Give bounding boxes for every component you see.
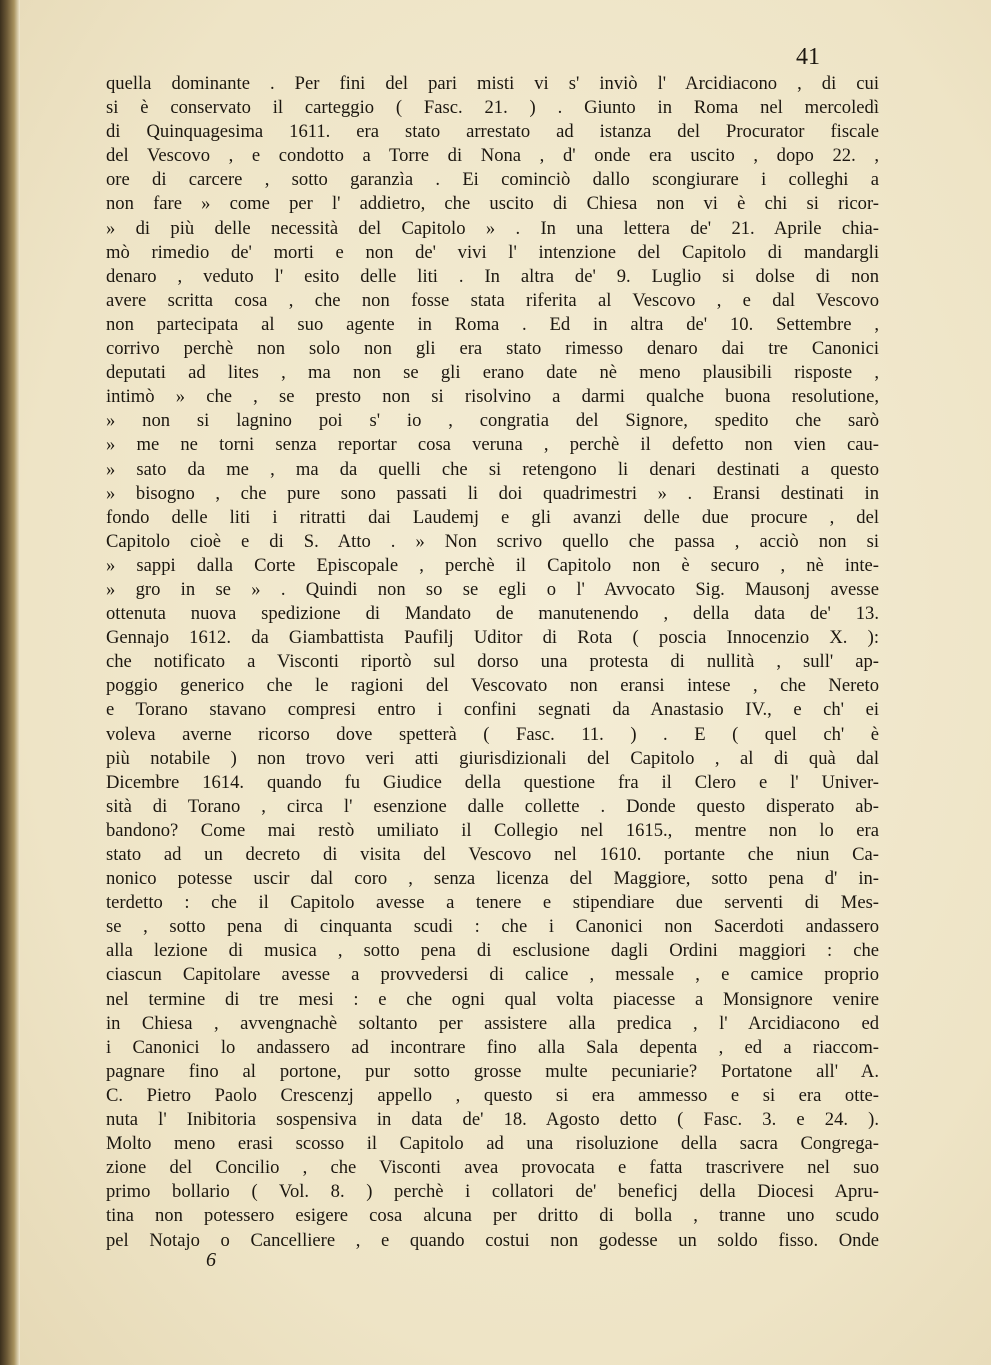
text-line: primo bollario ( Vol. 8. ) perchè i collatori de' beneficj della Diocesi Apru- [106,1181,879,1203]
text-line: terdetto : che il Capitolo avesse a tenere e stipendiare due serventi di Mes- [106,892,879,914]
text-line: nonico potesse uscir dal coro , senza licenza del Maggiore, sotto pena d' in- [106,868,879,890]
text-line: Molto meno erasi scosso il Capitolo ad una risoluzione della sacra Congrega- [106,1133,879,1155]
text-line: mò rimedio de' morti e non de' vivi l' intenzione del Capitolo di mandargli [106,241,879,263]
text-line: quella dominante . Per fini del pari misti vi s' inviò l' Arcidiacono , di cui [106,73,879,94]
text-line: ottenuta nuova spedizione di Mandato de manutenendo , della data de' 13. [106,603,879,625]
text-line: » sato da me , ma da quelli che si retengono li denari destinati a questo [106,458,879,480]
text-line: ciascun Capitolare avesse a provvedersi di calice , messale , e camice proprio [106,964,879,986]
text-line: alla lezione di musica , sotto pena di esclusione dagli Ordini maggiori : che [106,940,879,962]
text-line: intimò » che , se presto non si risolvino a darmi qualche buona resolutione, [106,386,879,408]
text-line: pel Notajo o Cancelliere , e quando costui non godesse un soldo fisso. Onde [106,1229,879,1251]
text-line: » non si lagnino poi s' io , congratia del Signore, spedito che sarò [106,410,879,432]
book-spine-shadow [0,0,20,1365]
text-line: pagnare fino al portone, pur sotto grosse multe pecuniarie? Portatone all' A. [106,1060,879,1082]
text-line: corrivo perchè non solo non gli era stato rimesso denaro dai tre Canonici [106,338,879,360]
text-line: tina non potessero esigere cosa alcuna per dritto di bolla , tranne uno scudo [106,1205,879,1227]
text-line: e Torano stavano compresi entro i confini segnati da Anastasio IV., e ch' ei [106,699,879,721]
text-line: non fare » come per l' addietro, che uscito di Chiesa non vi è chi si ricor- [106,193,879,215]
text-line: Gennajo 1612. da Giambattista Paufilj Uditor di Rota ( poscia Innocenzio X. ): [106,627,879,649]
text-line: in Chiesa , avvengnachè soltanto per assistere alla predica , l' Arcidiacono ed [106,1012,879,1034]
page-number: 41 [796,44,820,70]
text-line: si è conservato il carteggio ( Fasc. 21. ) . Giunto in Roma nel mercoledì [106,97,879,119]
body-text [106,72,879,1253]
text-line: nuta l' Inibitoria sospensiva in data de' 18. Agosto detto ( Fasc. 3. e 24. ). [106,1109,879,1131]
text-line: » gro in se » . Quindi non so se egli o l' Avvocato Sig. Mausonj avesse [106,578,879,600]
text-line: sità di Torano , circa l' esenzione dalle collette . Donde questo disperato ab- [106,795,879,817]
text-line: non partecipata al suo agente in Roma . Ed in altra de' 10. Settembre , [106,313,879,335]
text-line: C. Pietro Paolo Crescenzj appello , questo si era ammesso e si era otte- [106,1084,879,1106]
text-line: ore di carcere , sotto garanzìa . Ei cominciò dallo scongiurare i colleghi a [106,169,879,191]
text-line: nel termine di tre mesi : e che ogni qual volta piacesse a Monsignore venire [106,988,879,1010]
text-line: bandono? Come mai restò umiliato il Collegio nel 1615., mentre non lo era [106,819,879,841]
text-line: avere scritta cosa , che non fosse stata riferita al Vescovo , e dal Vescovo [106,289,879,311]
text-line: » bisogno , che pure sono passati li doi quadrimestri » . Eransi destinati in [106,482,879,504]
text-line: denaro , veduto l' esito delle liti . In altra de' 9. Luglio si dolse di non [106,265,879,287]
text-line: » me ne torni senza reportar cosa veruna , perchè il defetto non vien cau- [106,434,879,456]
text-line: Dicembre 1614. quando fu Giudice della questione fra il Clero e l' Univer- [106,771,879,793]
text-line: i Canonici lo andassero ad incontrare fino alla Sala depenta , ed a riaccom- [106,1036,879,1058]
text-line: » sappi dalla Corte Episcopale , perchè il Capitolo non è securo , nè inte- [106,554,879,576]
text-line: se , sotto pena di cinquanta scudi : che i Canonici non Sacerdoti andassero [106,916,879,938]
text-line: voleva averne ricorso dove spetterà ( Fasc. 11. ) . E ( quel ch' è [106,723,879,745]
text-line: stato ad un decreto di visita del Vescovo nel 1610. portante che niun Ca- [106,844,879,865]
book-page [20,0,991,1365]
text-line: di Quinquagesima 1611. era stato arrestato ad istanza del Procurator fiscale [106,121,879,143]
catchword: 6 [206,1249,216,1271]
text-line: che notificato a Visconti riportò sul dorso una protesta di nullità , sull' ap- [106,651,879,673]
text-line: Capitolo cioè e di S. Atto . » Non scrivo quello che passa , acciò non si [106,530,879,552]
text-line: del Vescovo , e condotto a Torre di Nona , d' onde era uscito , dopo 22. , [106,145,879,167]
text-line: poggio generico che le ragioni del Vescovato non eransi intese , che Nereto [106,675,879,697]
text-line: » di più delle necessità del Capitolo » . In una lettera de' 21. Aprile chia- [106,217,879,239]
text-line: fondo delle liti i ritratti dai Laudemj e gli avanzi delle due procure , del [106,506,879,528]
text-line: zione del Concilio , che Visconti avea provocata e fatta trascrivere nel suo [106,1157,879,1179]
text-line: più notabile ) non trovo veri atti giurisdizionali del Capitolo , al di quà dal [106,747,879,769]
text-line: deputati ad lites , ma non se gli erano date nè meno plausibili risposte , [106,362,879,384]
